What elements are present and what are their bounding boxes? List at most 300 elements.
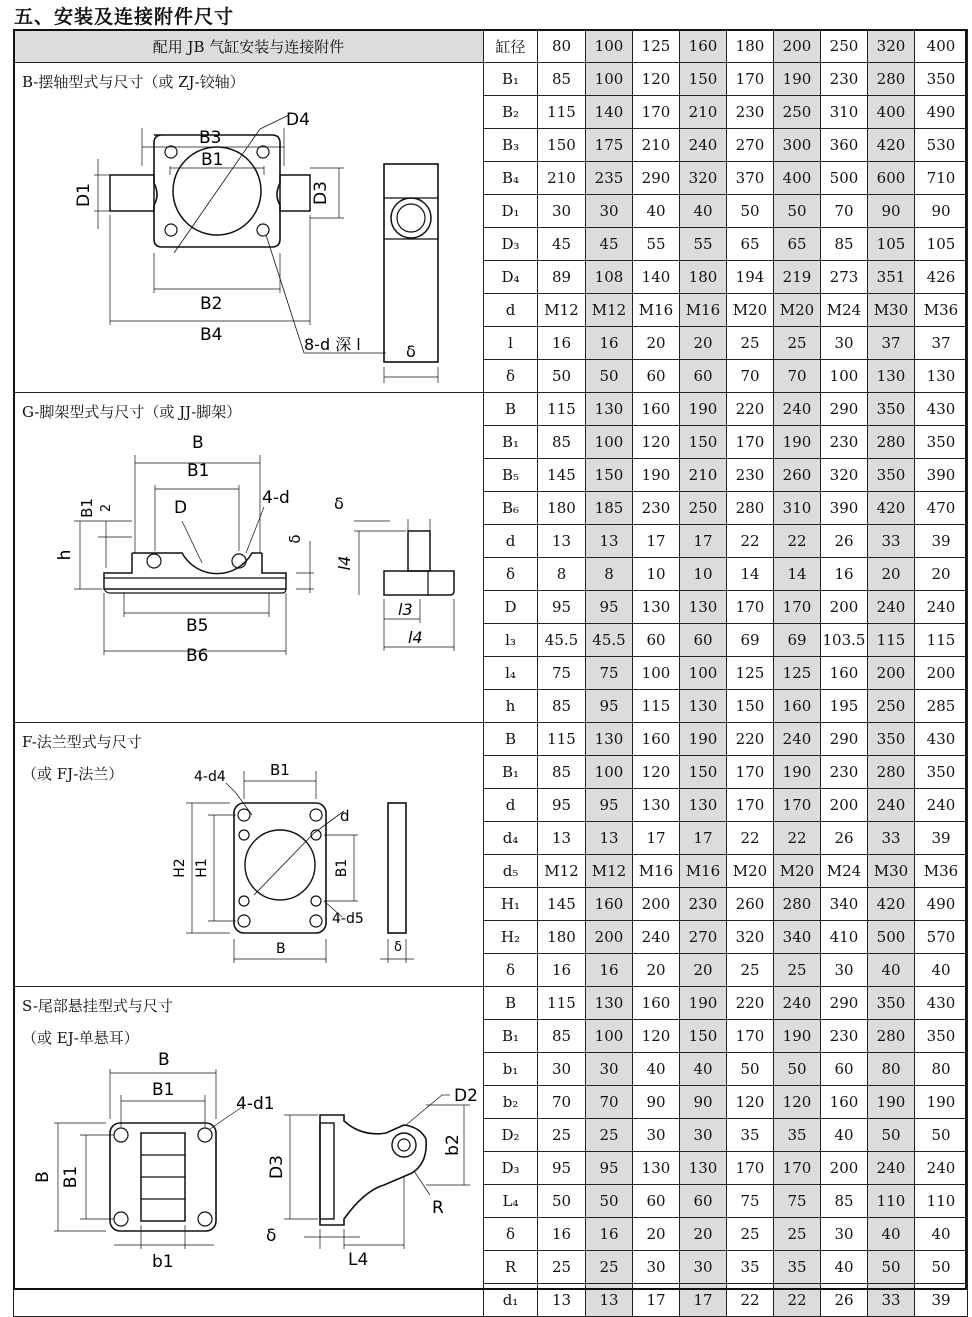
- value-cell: 180: [538, 492, 586, 525]
- param-name: B₄: [484, 162, 538, 195]
- value-cell: 120: [633, 63, 680, 96]
- value-cell: 60: [633, 624, 680, 657]
- value-cell: 430: [915, 723, 968, 756]
- value-cell: M36: [915, 294, 968, 327]
- value-cell: 100: [680, 657, 727, 690]
- value-cell: M20: [727, 855, 774, 888]
- value-cell: 210: [680, 96, 727, 129]
- value-cell: 75: [727, 1185, 774, 1218]
- value-cell: 280: [868, 1020, 915, 1053]
- header-param: 缸径: [484, 30, 538, 63]
- value-cell: 240: [633, 921, 680, 954]
- value-cell: 170: [727, 1152, 774, 1185]
- value-cell: 37: [868, 327, 915, 360]
- value-cell: M24: [821, 294, 868, 327]
- param-name: B: [484, 987, 538, 1020]
- value-cell: 150: [680, 63, 727, 96]
- param-name: D₃: [484, 228, 538, 261]
- value-cell: 60: [680, 1185, 727, 1218]
- value-cell: 45.5: [538, 624, 586, 657]
- value-cell: 190: [774, 756, 821, 789]
- param-name: B₂: [484, 96, 538, 129]
- param-name: D₄: [484, 261, 538, 294]
- value-cell: 240: [868, 1152, 915, 1185]
- value-cell: 69: [774, 624, 821, 657]
- value-cell: 350: [868, 459, 915, 492]
- value-cell: 190: [774, 426, 821, 459]
- value-cell: 240: [774, 393, 821, 426]
- value-cell: 50: [538, 1185, 586, 1218]
- value-cell: 130: [680, 1152, 727, 1185]
- value-cell: 95: [538, 591, 586, 624]
- value-cell: 95: [586, 789, 633, 822]
- label-d1: 4-d1: [236, 1094, 275, 1114]
- value-cell: 10: [633, 558, 680, 591]
- value-cell: 130: [680, 690, 727, 723]
- value-cell: 14: [727, 558, 774, 591]
- value-cell: 130: [868, 360, 915, 393]
- value-cell: 65: [727, 228, 774, 261]
- label-d2: D2: [454, 1086, 478, 1106]
- param-name: R: [484, 1251, 538, 1284]
- value-cell: 390: [821, 492, 868, 525]
- value-cell: 30: [821, 327, 868, 360]
- label-delta: δ: [266, 1226, 277, 1246]
- value-cell: 13: [586, 1284, 633, 1317]
- label-b3: B3: [199, 128, 222, 148]
- value-cell: 500: [821, 162, 868, 195]
- value-cell: 310: [774, 492, 821, 525]
- value-cell: 60: [680, 360, 727, 393]
- value-cell: 190: [915, 1086, 968, 1119]
- value-cell: M20: [774, 294, 821, 327]
- value-cell: 35: [727, 1251, 774, 1284]
- value-cell: 75: [774, 1185, 821, 1218]
- param-name: B₁: [484, 1020, 538, 1053]
- value-cell: 80: [915, 1053, 968, 1086]
- value-cell: 25: [538, 1251, 586, 1284]
- value-cell: 22: [727, 525, 774, 558]
- value-cell: 110: [915, 1185, 968, 1218]
- section-title: B-摆轴型式与尺寸（或 ZJ-铰轴）: [22, 73, 245, 91]
- value-cell: 20: [633, 327, 680, 360]
- value-cell: 400: [774, 162, 821, 195]
- label-b1-vertical: B1: [61, 1165, 81, 1189]
- param-name: b₁: [484, 1053, 538, 1086]
- value-cell: 220: [727, 723, 774, 756]
- value-cell: 190: [633, 459, 680, 492]
- value-cell: 25: [774, 327, 821, 360]
- label-b: B: [276, 941, 286, 957]
- value-cell: 85: [538, 756, 586, 789]
- value-cell: 290: [821, 987, 868, 1020]
- value-cell: M12: [538, 294, 586, 327]
- label-b1: B1: [152, 1080, 175, 1100]
- param-name: H₂: [484, 921, 538, 954]
- param-name: B₃: [484, 129, 538, 162]
- value-cell: 75: [586, 657, 633, 690]
- value-cell: 130: [915, 360, 968, 393]
- section-title: S-尾部悬挂型式与尺寸: [22, 997, 173, 1015]
- value-cell: 100: [586, 1020, 633, 1053]
- bore-cell: 200: [774, 30, 821, 63]
- value-cell: 30: [680, 1119, 727, 1152]
- value-cell: 30: [633, 1251, 680, 1284]
- value-cell: 200: [915, 657, 968, 690]
- value-cell: 69: [727, 624, 774, 657]
- value-cell: 340: [821, 888, 868, 921]
- param-name: D₃: [484, 1152, 538, 1185]
- value-cell: 40: [680, 195, 727, 228]
- value-cell: 90: [633, 1086, 680, 1119]
- value-cell: 125: [774, 657, 821, 690]
- value-cell: M12: [586, 855, 633, 888]
- value-cell: M12: [538, 855, 586, 888]
- value-cell: 350: [868, 393, 915, 426]
- value-cell: 120: [727, 1086, 774, 1119]
- value-cell: 30: [821, 954, 868, 987]
- value-cell: 420: [868, 129, 915, 162]
- label-b1-bottom: b1: [152, 1252, 174, 1272]
- value-cell: 50: [538, 360, 586, 393]
- value-cell: 100: [586, 63, 633, 96]
- label-b4: B4: [200, 325, 223, 345]
- value-cell: 50: [586, 1185, 633, 1218]
- value-cell: 130: [586, 393, 633, 426]
- bore-cell: 250: [821, 30, 868, 63]
- table-frame: [13, 29, 967, 1290]
- value-cell: 50: [774, 1053, 821, 1086]
- value-cell: 95: [538, 1152, 586, 1185]
- value-cell: 160: [774, 690, 821, 723]
- value-cell: 8: [586, 558, 633, 591]
- value-cell: 85: [538, 1020, 586, 1053]
- value-cell: 35: [774, 1251, 821, 1284]
- value-cell: 170: [727, 1020, 774, 1053]
- value-cell: 351: [868, 261, 915, 294]
- value-cell: 30: [680, 1251, 727, 1284]
- value-cell: 260: [727, 888, 774, 921]
- value-cell: 22: [774, 822, 821, 855]
- value-cell: 500: [868, 921, 915, 954]
- value-cell: 260: [774, 459, 821, 492]
- value-cell: 40: [868, 954, 915, 987]
- value-cell: 145: [538, 459, 586, 492]
- value-cell: 280: [774, 888, 821, 921]
- label-b2: b2: [443, 1134, 463, 1156]
- value-cell: 30: [821, 1218, 868, 1251]
- value-cell: 280: [868, 426, 915, 459]
- value-cell: 30: [538, 1053, 586, 1086]
- value-cell: 210: [680, 459, 727, 492]
- value-cell: 170: [727, 63, 774, 96]
- label-delta-vertical: δ: [286, 534, 304, 544]
- value-cell: 89: [538, 261, 586, 294]
- param-name: b₂: [484, 1086, 538, 1119]
- param-name: L₄: [484, 1185, 538, 1218]
- param-name: d: [484, 294, 538, 327]
- value-cell: 200: [821, 1152, 868, 1185]
- label-b1: B1: [270, 761, 290, 779]
- value-cell: 145: [538, 888, 586, 921]
- value-cell: 350: [915, 756, 968, 789]
- value-cell: 40: [821, 1251, 868, 1284]
- value-cell: 270: [680, 921, 727, 954]
- label-b: B: [192, 433, 204, 453]
- value-cell: 600: [868, 162, 915, 195]
- bore-cell: 100: [586, 30, 633, 63]
- value-cell: 8: [538, 558, 586, 591]
- value-cell: 370: [727, 162, 774, 195]
- value-cell: 13: [586, 822, 633, 855]
- value-cell: 17: [680, 525, 727, 558]
- value-cell: 26: [821, 525, 868, 558]
- label-delta: δ: [334, 494, 344, 513]
- value-cell: 85: [821, 228, 868, 261]
- value-cell: M24: [821, 855, 868, 888]
- value-cell: 33: [868, 1284, 915, 1317]
- value-cell: 103.5: [821, 624, 868, 657]
- value-cell: 25: [538, 1119, 586, 1152]
- value-cell: 50: [774, 195, 821, 228]
- value-cell: 13: [538, 525, 586, 558]
- value-cell: 170: [727, 591, 774, 624]
- value-cell: 100: [586, 756, 633, 789]
- value-cell: 130: [680, 789, 727, 822]
- value-cell: 160: [586, 888, 633, 921]
- value-cell: M36: [915, 855, 968, 888]
- value-cell: 350: [915, 426, 968, 459]
- value-cell: 190: [680, 723, 727, 756]
- value-cell: 320: [727, 921, 774, 954]
- value-cell: 350: [868, 987, 915, 1020]
- value-cell: 230: [821, 426, 868, 459]
- value-cell: 120: [633, 426, 680, 459]
- label-half: 2: [99, 503, 114, 513]
- value-cell: 20: [915, 558, 968, 591]
- label-l4-vertical: l4: [335, 555, 354, 571]
- param-name: d₄: [484, 822, 538, 855]
- value-cell: 115: [538, 987, 586, 1020]
- label-l3: l3: [398, 600, 413, 619]
- value-cell: 17: [680, 1284, 727, 1317]
- value-cell: 50: [915, 1119, 968, 1152]
- value-cell: 420: [868, 888, 915, 921]
- value-cell: 60: [821, 1053, 868, 1086]
- param-name: d: [484, 525, 538, 558]
- value-cell: 530: [915, 129, 968, 162]
- value-cell: 95: [586, 690, 633, 723]
- header-left: 配用 JB 气缸安装与连接附件: [14, 30, 484, 63]
- label-b1-vertical: B1: [334, 858, 350, 878]
- value-cell: 30: [586, 195, 633, 228]
- value-cell: 70: [538, 1086, 586, 1119]
- label-b: B: [158, 1050, 170, 1070]
- label-d1: D1: [74, 183, 94, 207]
- value-cell: 16: [821, 558, 868, 591]
- section-subtitle: （或 EJ-单悬耳）: [22, 1029, 139, 1047]
- value-cell: 470: [915, 492, 968, 525]
- value-cell: 300: [774, 129, 821, 162]
- label-d4: 4-d4: [194, 769, 226, 785]
- value-cell: 350: [868, 723, 915, 756]
- value-cell: 290: [821, 393, 868, 426]
- value-cell: 40: [868, 1218, 915, 1251]
- label-d: d: [340, 807, 350, 825]
- value-cell: 240: [915, 591, 968, 624]
- section-title: F-法兰型式与尺寸: [22, 733, 142, 751]
- value-cell: 35: [774, 1119, 821, 1152]
- value-cell: 120: [633, 1020, 680, 1053]
- value-cell: 340: [774, 921, 821, 954]
- value-cell: 130: [680, 591, 727, 624]
- label-b5: B5: [186, 616, 209, 636]
- value-cell: 130: [633, 1152, 680, 1185]
- value-cell: 230: [680, 888, 727, 921]
- value-cell: 150: [538, 129, 586, 162]
- value-cell: 20: [868, 558, 915, 591]
- param-name: B₁: [484, 756, 538, 789]
- label-h2: H2: [172, 858, 188, 878]
- label-r: R: [432, 1198, 444, 1218]
- value-cell: 710: [915, 162, 968, 195]
- param-name: D: [484, 591, 538, 624]
- value-cell: 40: [821, 1119, 868, 1152]
- value-cell: 105: [915, 228, 968, 261]
- value-cell: 45: [586, 228, 633, 261]
- value-cell: 180: [680, 261, 727, 294]
- label-b1: B1: [201, 150, 224, 170]
- value-cell: 20: [680, 954, 727, 987]
- value-cell: 110: [868, 1185, 915, 1218]
- value-cell: 40: [633, 195, 680, 228]
- value-cell: 13: [586, 525, 633, 558]
- value-cell: 140: [586, 96, 633, 129]
- value-cell: 65: [774, 228, 821, 261]
- value-cell: 200: [868, 657, 915, 690]
- page-title: 五、安装及连接附件尺寸: [14, 6, 235, 28]
- value-cell: 273: [821, 261, 868, 294]
- param-name: D₂: [484, 1119, 538, 1152]
- value-cell: 310: [821, 96, 868, 129]
- value-cell: 230: [633, 492, 680, 525]
- value-cell: 280: [868, 63, 915, 96]
- value-cell: 50: [868, 1251, 915, 1284]
- label-b2: B2: [200, 294, 223, 314]
- label-b6: B6: [186, 646, 209, 666]
- bore-cell: 180: [727, 30, 774, 63]
- value-cell: 85: [538, 690, 586, 723]
- value-cell: 190: [680, 393, 727, 426]
- value-cell: 240: [774, 723, 821, 756]
- value-cell: M16: [633, 855, 680, 888]
- value-cell: 160: [821, 657, 868, 690]
- value-cell: 30: [633, 1119, 680, 1152]
- value-cell: 16: [586, 327, 633, 360]
- value-cell: 115: [633, 690, 680, 723]
- value-cell: 240: [915, 789, 968, 822]
- value-cell: 60: [633, 360, 680, 393]
- value-cell: 170: [727, 426, 774, 459]
- value-cell: 17: [633, 1284, 680, 1317]
- value-cell: 150: [586, 459, 633, 492]
- value-cell: 250: [868, 690, 915, 723]
- value-cell: 195: [821, 690, 868, 723]
- value-cell: 290: [633, 162, 680, 195]
- param-name: B: [484, 393, 538, 426]
- section-subtitle: （或 FJ-法兰）: [22, 765, 124, 783]
- value-cell: M20: [774, 855, 821, 888]
- value-cell: 39: [915, 822, 968, 855]
- value-cell: 240: [868, 591, 915, 624]
- value-cell: 85: [538, 426, 586, 459]
- value-cell: 170: [727, 789, 774, 822]
- label-h1: H1: [194, 858, 210, 878]
- param-name: d₅: [484, 855, 538, 888]
- value-cell: 90: [915, 195, 968, 228]
- value-cell: 350: [915, 63, 968, 96]
- value-cell: 50: [727, 1053, 774, 1086]
- param-name: B₅: [484, 459, 538, 492]
- label-h: h: [55, 549, 75, 561]
- value-cell: 210: [633, 129, 680, 162]
- value-cell: 240: [868, 789, 915, 822]
- value-cell: 115: [868, 624, 915, 657]
- value-cell: 100: [821, 360, 868, 393]
- value-cell: 60: [633, 1185, 680, 1218]
- value-cell: 70: [586, 1086, 633, 1119]
- value-cell: 37: [915, 327, 968, 360]
- value-cell: 240: [915, 1152, 968, 1185]
- value-cell: 219: [774, 261, 821, 294]
- value-cell: 220: [727, 987, 774, 1020]
- value-cell: 95: [586, 1152, 633, 1185]
- value-cell: 320: [680, 162, 727, 195]
- label-b-vertical: B: [33, 1171, 53, 1183]
- label-b1-vertical: B1: [78, 498, 96, 518]
- value-cell: 175: [586, 129, 633, 162]
- value-cell: 160: [633, 723, 680, 756]
- value-cell: 170: [633, 96, 680, 129]
- param-name: B₆: [484, 492, 538, 525]
- value-cell: 190: [774, 1020, 821, 1053]
- value-cell: 115: [538, 96, 586, 129]
- section-title: G-脚架型式与尺寸（或 JJ-脚架）: [22, 403, 242, 421]
- value-cell: 40: [915, 954, 968, 987]
- value-cell: M30: [868, 855, 915, 888]
- value-cell: 33: [868, 822, 915, 855]
- value-cell: 170: [774, 789, 821, 822]
- value-cell: 150: [727, 690, 774, 723]
- value-cell: M16: [633, 294, 680, 327]
- value-cell: 25: [727, 1218, 774, 1251]
- value-cell: 70: [821, 195, 868, 228]
- value-cell: 240: [680, 129, 727, 162]
- value-cell: 85: [538, 63, 586, 96]
- value-cell: 25: [774, 954, 821, 987]
- value-cell: 320: [821, 459, 868, 492]
- value-cell: 250: [680, 492, 727, 525]
- value-cell: 490: [915, 888, 968, 921]
- value-cell: 80: [868, 1053, 915, 1086]
- value-cell: 55: [680, 228, 727, 261]
- value-cell: 490: [915, 96, 968, 129]
- value-cell: M16: [680, 855, 727, 888]
- value-cell: 17: [633, 525, 680, 558]
- value-cell: 70: [774, 360, 821, 393]
- value-cell: 14: [774, 558, 821, 591]
- value-cell: 20: [680, 1218, 727, 1251]
